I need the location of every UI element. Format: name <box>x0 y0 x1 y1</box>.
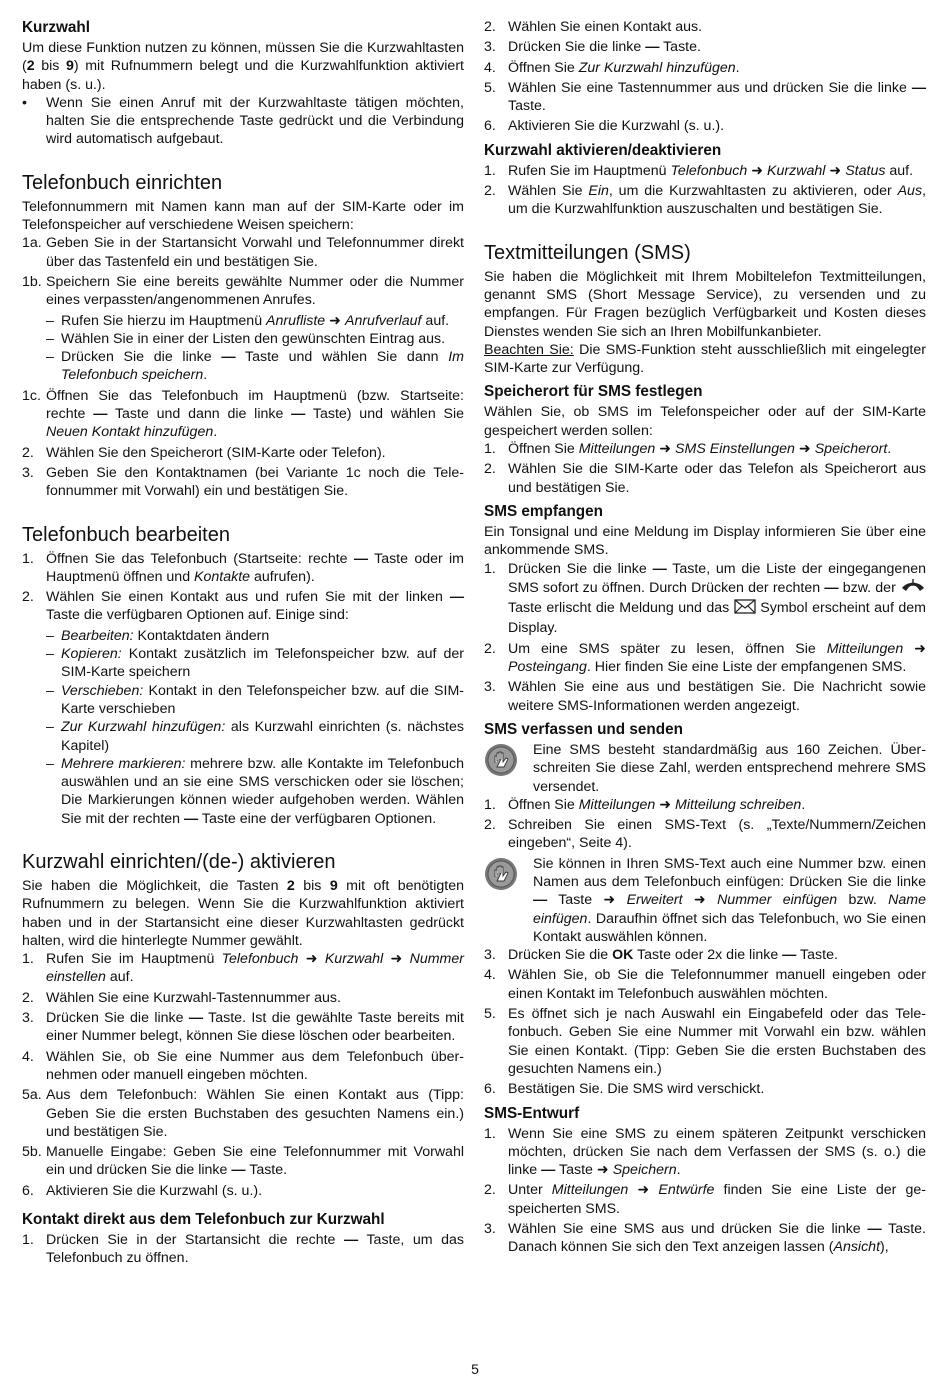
list-item: 3. Drücken Sie die linke — Taste. <box>484 39 701 56</box>
list-item: 1. Öffnen Sie Mitteilungen ➜ SMS Einstellungen ➜ Speicherort. <box>484 441 892 458</box>
sub-list-item: – Bearbeiten: Kontaktdaten ändern <box>46 627 270 644</box>
list-item: 2. Schreiben Sie einen SMS-Text (s. „Texte/Nummern/Zeichen eingeben“, Seite 4). <box>484 817 926 852</box>
heading-telefonbuch-einrichten: Telefonbuch einrichten <box>22 171 223 194</box>
paragraph: Um diese Funktion nutzen zu können, müssen Sie die Kurzwahltasten (2 bis 9) mit Rufnummern belegt und die Kurzwahlfunktion aktiviert haben (s. u.). <box>22 40 464 93</box>
list-item: 5a. Aus dem Telefonbuch: Wählen Sie einen Kontakt aus (Tipp: Geben Sie die ersten Buchstaben des gesuchten Namens ein.) und bestätigen Sie. <box>22 1087 464 1140</box>
list-item: 2. Wählen Sie eine Kurzwahl-Tastennummer aus. <box>22 989 341 1006</box>
list-item: 5b. Manuelle Eingabe: Geben Sie eine Telefonnummer mit Vorwahl ein und drücken Sie die linke — Taste. <box>22 1144 464 1179</box>
hand-note-icon <box>484 741 533 782</box>
list-item: 2. Wählen Sie die SIM-Karte oder das Telefon als Speicherort aus und bestätigen Sie. <box>484 461 926 496</box>
list-item: 1. Wenn Sie eine SMS zu einem späteren Zeitpunkt verschicken möchten, drücken Sie nach dem Verfassen der SMS (s. o.) die linke — Taste ➜ Speichern. <box>484 1125 926 1179</box>
paragraph: Wählen Sie, ob SMS im Telefonspeicher oder auf der SIM-Karte gespeichert werden sollen: <box>484 404 926 439</box>
list-item: 2. Wählen Sie einen Kontakt aus. <box>484 19 703 35</box>
paragraph: Ein Tonsignal und eine Meldung im Display informieren Sie über eine ankommende SMS. <box>484 523 926 559</box>
list-item: 4. Öffnen Sie Zur Kurzwahl hinzufügen. <box>484 59 740 76</box>
list-item: 6. Bestätigen Sie. Die SMS wird verschickt. <box>484 1081 765 1098</box>
paragraph: Sie haben die Möglichkeit mit Ihrem Mobiltelefon Textmitteilungen, genannt SMS (Short Message Service), zu versenden und zu empfangen. Für Fragen bezüglich Verfügbarkeit und Kosten dieses Dienstes wenden Sie sich an Ihren Mobilfunkanbieter. <box>484 268 926 340</box>
list-item: 2. Um eine SMS später zu lesen, öffnen Sie Mitteilungen ➜ Posteingang. Hier finden Sie eine Liste der empfangenen SMS. <box>484 640 926 676</box>
heading-sms-empfangen: SMS empfangen <box>484 502 603 520</box>
heading-sms-verfassen: SMS verfassen und senden <box>484 720 683 738</box>
heading-kurzwahl: Kurzwahl <box>22 19 90 36</box>
list-item: 3. Wählen Sie eine SMS aus und drücken Sie die linke — Taste. Danach können Sie sich den Text anzeigen lassen (Ansicht), <box>484 1221 926 1256</box>
page-number: 5 <box>471 1361 479 1377</box>
heading-sms-entwurf: SMS-Entwurf <box>484 1104 580 1122</box>
heading-telefonbuch-bearbeiten: Telefonbuch bearbeiten <box>22 523 230 546</box>
list-item: 2. Wählen Sie den Speicherort (SIM-Karte oder Telefon). <box>22 444 386 461</box>
list-item: 3. Geben Sie den Kontaktnamen (bei Variante 1c noch die Telefonnummer mit Vorwahl) ein und bestätigen Sie. <box>22 464 464 500</box>
list-item: 6. Aktivieren Sie die Kurzwahl (s. u.). <box>484 118 725 135</box>
heading-textmitteilungen: Textmitteilungen (SMS) <box>484 241 691 264</box>
hand-note-icon <box>484 855 533 896</box>
sub-list-item: – Verschieben: Kontakt in den Telefonspeicher bzw. auf die SIM-Karte verschieben <box>46 682 464 717</box>
paragraph: Telefonnummern mit Namen kann man auf der SIM-Karte oder im Telefonspeicher auf verschiedene Weisen speichern: <box>22 198 464 234</box>
envelope-icon <box>734 599 756 619</box>
list-item: 3. Drücken Sie die linke — Taste. Ist die gewählte Taste bereits mit einer Nummer belegt, können Sie diese löschen oder bearbeiten. <box>22 1010 464 1045</box>
sub-list-item: – Drücken Sie die linke — Taste und wählen Sie dann Im Telefonbuch speichern. <box>46 349 464 384</box>
list-item: 1. Rufen Sie im Hauptmenü Telefonbuch ➜ Kurzwahl ➜ Status auf. <box>484 162 914 179</box>
heading-kurzwahl-aktivieren: Kurzwahl aktivieren/deaktivieren <box>484 141 722 159</box>
hint-note: Eine SMS besteht standardmäßig aus 160 Zeichen. Überschreiten Sie diese Zahl, werden entsprechend mehrere SMS versendet. <box>484 741 926 796</box>
list-item: 1b. Speichern Sie eine bereits gewählte Nummer oder die Nummer eines verpassten/angenommenen Anrufes. <box>22 273 464 309</box>
sub-list-item: – Rufen Sie hierzu im Hauptmenü Anrufliste ➜ Anrufverlauf auf. <box>46 312 450 329</box>
list-item: 5. Es öffnet sich je nach Auswahl ein Eingabefeld oder das Telefonbuch. Geben Sie eine Nummer mit Vorwahl ein bzw. wählen Sie einen Kontakt. (Tipp: Geben Sie die ersten Buchstaben des gesuchten Namens ein.) <box>484 1006 926 1077</box>
heading-speicherort: Speicherort für SMS festlegen <box>484 383 703 401</box>
list-item: 3. Wählen Sie eine aus und bestätigen Sie. Die Nachricht sowie weitere SMS-Informationen werden angezeigt. <box>484 679 926 714</box>
hint-note: Sie können in Ihren SMS-Text auch eine Nummer bzw. einen Namen aus dem Telefonbuch einfügen: Drücken Sie die linke — Taste ➜ Erweitert ➜ Nummer einfügen bzw. Name einfügen. Daraufhin öffnet sich das Telefonbuch, wo Sie einen Kontakt auswählen können. <box>484 855 926 946</box>
list-item: 2. Unter Mitteilungen ➜ Entwürfe finden Sie eine Liste der gespeicherten SMS. <box>484 1182 926 1217</box>
list-item: 1c. Öffnen Sie das Telefonbuch im Hauptmenü (bzw. Startseite: rechte — Taste und dann die linke — Taste) und wählen Sie Neuen Kontakt hinzufügen. <box>22 387 465 441</box>
list-item: 4. Wählen Sie, ob Sie die Telefonnummer manuell eingeben oder einen Kontakt im Telefonbuch auswählen möchten. <box>484 967 926 1002</box>
list-item: 2. Wählen Sie Ein, um die Kurzwahltasten zu aktivieren, oder Aus, um die Kurzwahlfunktion auszuschalten und bestätigen Sie. <box>484 183 926 218</box>
list-item: 1. Rufen Sie im Hauptmenü Telefonbuch ➜ Kurzwahl ➜ Nummer einstellen auf. <box>22 951 464 986</box>
bullet-item: • Wenn Sie einen Anruf mit der Kurzwahltaste tätigen möchten, halten Sie die entsprechende Taste gedrückt und die Verbindung wird automatisch aufgebaut. <box>22 94 464 148</box>
sub-list-item: – Kopieren: Kontakt zusätzlich im Telefonspeicher bzw. auf der SIM-Karte speichern <box>46 646 464 681</box>
list-item: 1. Drücken Sie in der Startansicht die rechte — Taste, um das Telefonbuch zu öffnen. <box>22 1232 464 1267</box>
list-item: 2. Wählen Sie einen Kontakt aus und rufen Sie mit der linken — Taste die verfügbaren Optionen auf. Einige sind: <box>22 589 464 624</box>
sub-list-item: – Zur Kurzwahl hinzufügen: als Kurzwahl einrichten (s. nächstes Kapitel) <box>46 719 464 754</box>
call-end-icon <box>900 578 926 599</box>
left-column <box>22 18 464 1270</box>
paragraph: Sie haben die Möglichkeit, die Tasten 2 bis 9 mit oft benötigten Rufnummern zu belegen. Wenn Sie die Kurzwahlfunktion aktiviert haben und in der Startansicht eine dieser Kurzwahltasten gedrückt halten, wird die hinterlegte Nummer gewählt. <box>22 877 464 949</box>
list-item: 1. Drücken Sie die linke — Taste, um die Liste der eingegangenen SMS sofort zu öffnen. Durch Drücken der rechten — bzw. der Taste erlischt die Meldung und das Symbol erscheint auf dem Display. <box>484 560 926 637</box>
list-item: 1. Öffnen Sie das Telefonbuch (Startseite: rechte — Taste oder im Hauptmenü öffnen und Kontakte aufrufen). <box>22 550 464 585</box>
heading-kontakt-direkt: Kontakt direkt aus dem Telefonbuch zur Kurzwahl <box>22 1211 385 1229</box>
list-item: 1a. Geben Sie in der Startansicht Vorwahl und Telefonnummer direkt über das Tastenfeld ein und bestätigen Sie. <box>22 235 464 270</box>
sub-list-item: – Mehrere markieren: mehrere bzw. alle Kontakte im Telefonbuch auswählen und an sie eine SMS verschicken oder sie löschen; Die Markierungen können wieder aufgehoben werden. Wählen Sie mit der rechten — Taste eine der verfügbaren Optionen. <box>46 755 464 827</box>
list-item: 6. Aktivieren Sie die Kurzwahl (s. u.). <box>22 1182 263 1199</box>
list-item: 4. Wählen Sie, ob Sie eine Nummer aus dem Telefonbuch übernehmen oder manuell eingeben möchten. <box>22 1048 464 1083</box>
note-paragraph: Beachten Sie: Die SMS-Funktion steht ausschließlich mit eingelegter SIM-Karte zur Verfügung. <box>484 341 926 377</box>
right-column <box>484 18 926 1259</box>
list-item: 5. Wählen Sie eine Tastennummer aus und drücken Sie die linke — Taste. <box>484 79 926 115</box>
list-item: 1. Öffnen Sie Mitteilungen ➜ Mitteilung schreiben. <box>484 796 806 813</box>
heading-kurzwahl-einrichten: Kurzwahl einrichten/(de-) aktivieren <box>22 850 336 873</box>
sub-list-item: – Wählen Sie in einer der Listen den gewünschten Eintrag aus. <box>46 330 446 347</box>
list-item: 3. Drücken Sie die OK Taste oder 2x die linke — Taste. <box>484 947 838 964</box>
